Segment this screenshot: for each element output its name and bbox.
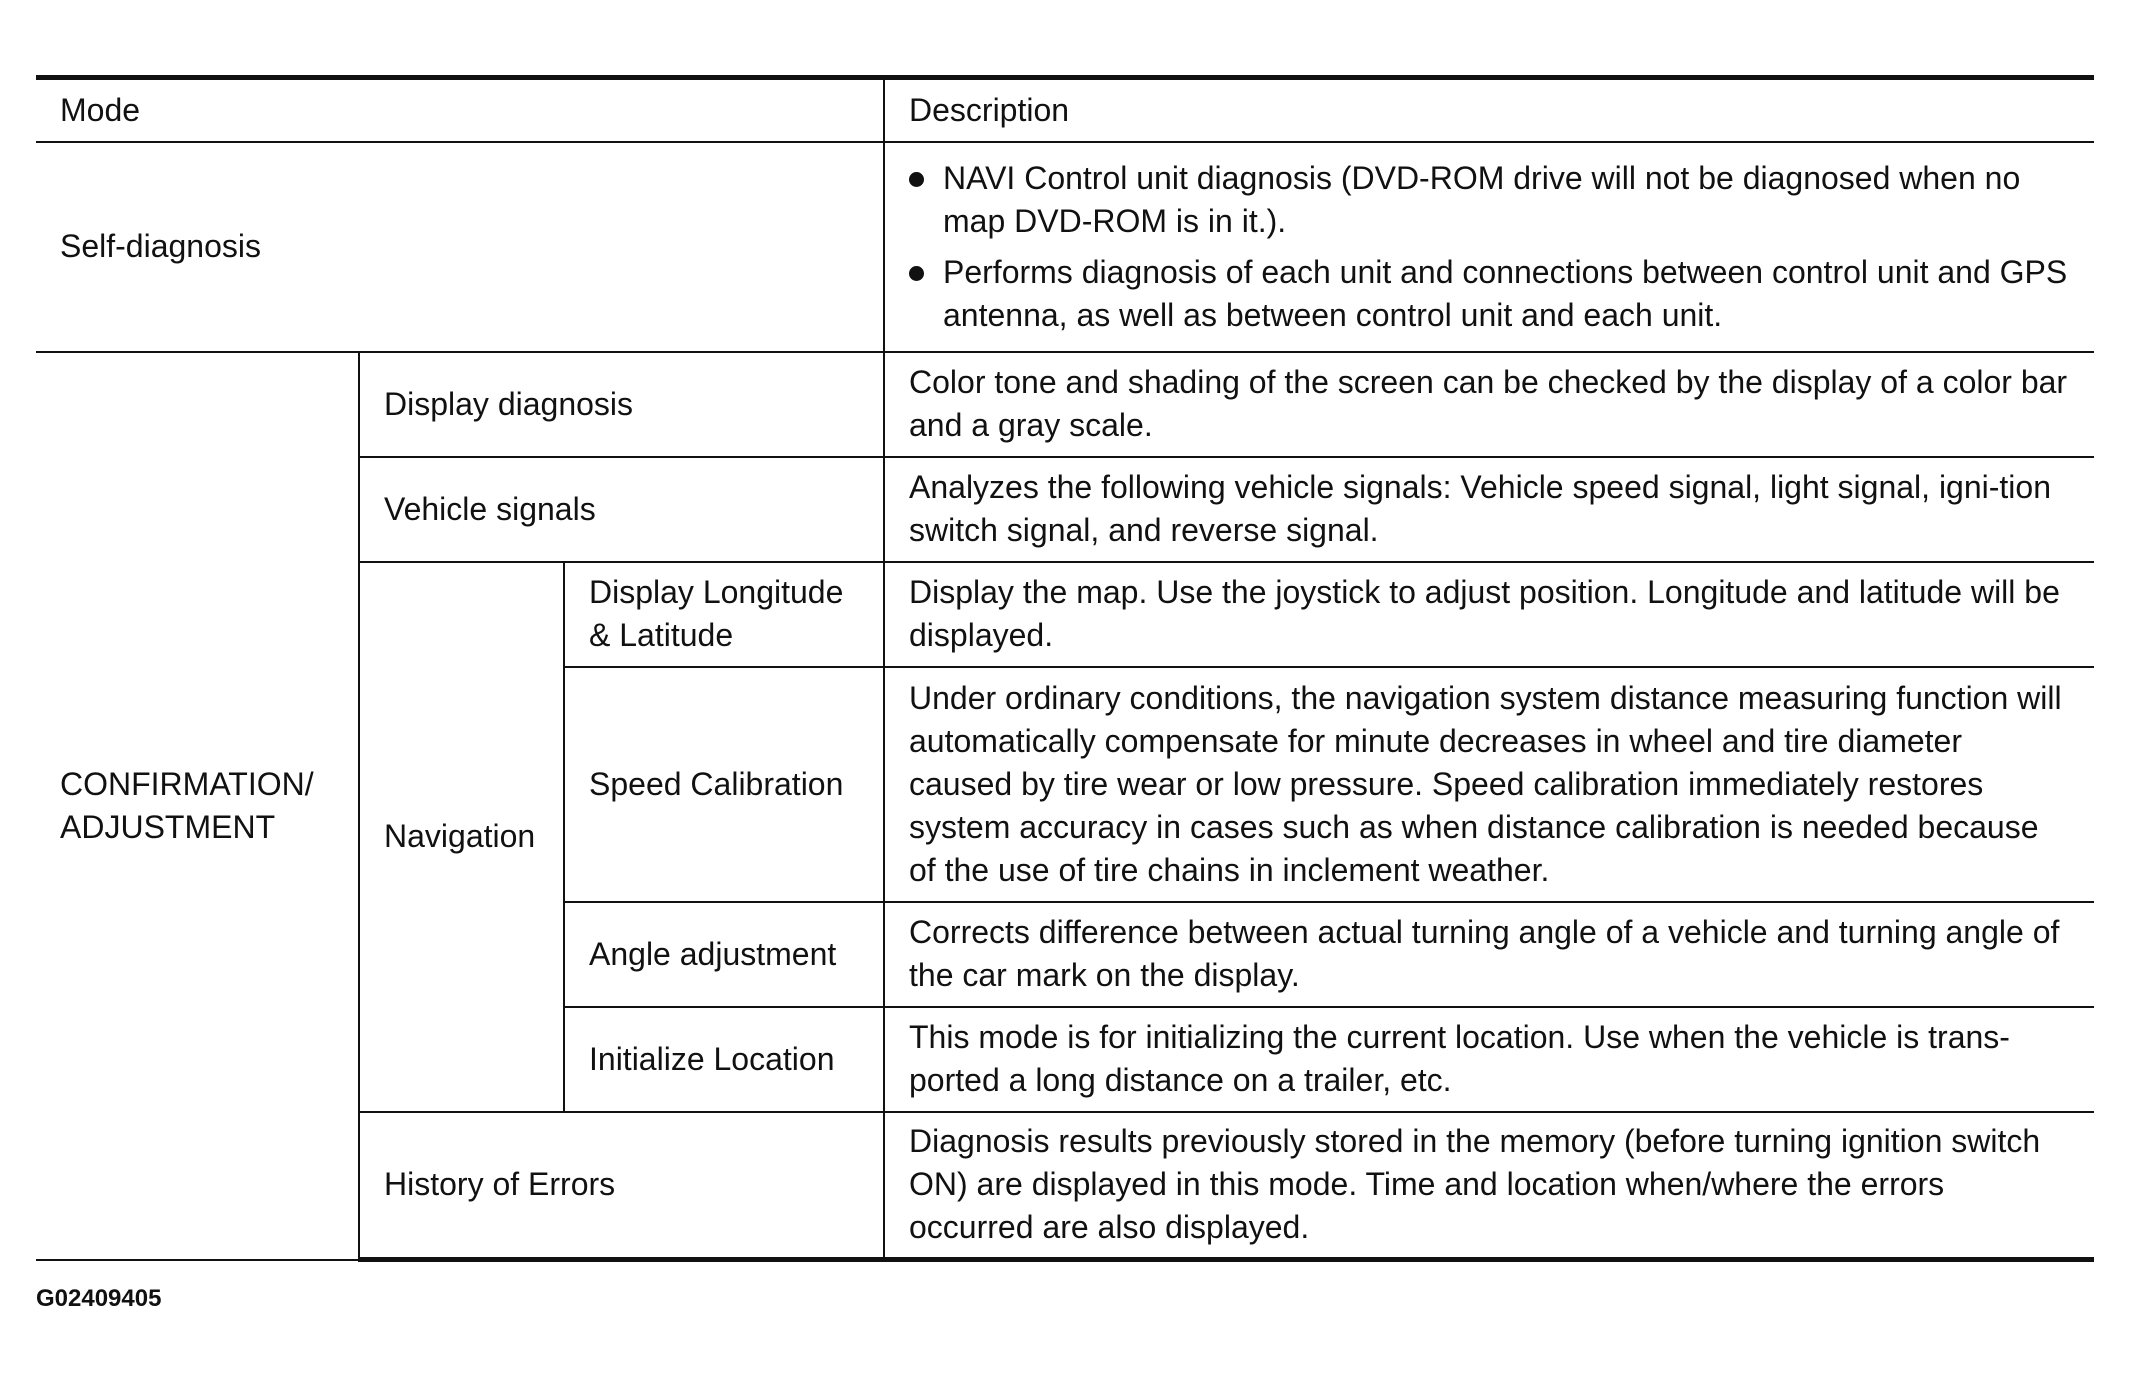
bullet-icon (909, 172, 924, 187)
mode-column-header: Mode (36, 78, 884, 142)
history-of-errors-description: Diagnosis results previously stored in the memory (before turning ignition switch ON) are displayed in this mode. Time and location when/where the errors occurred are also displayed. (884, 1112, 2094, 1260)
confirmation-adjustment-label: CONFIRMATION/ ADJUSTMENT (36, 352, 359, 1260)
table-row (36, 142, 2094, 352)
angle-adjustment-label: Angle adjustment (564, 902, 884, 1007)
table-header-row (36, 78, 2094, 142)
navigation-label: Navigation (359, 562, 564, 1112)
display-longitude-latitude-label: Display Longitude & Latitude (564, 562, 884, 667)
speed-calibration-label: Speed Calibration (564, 667, 884, 902)
display-diagnosis-description: Color tone and shading of the screen can be checked by the display of a color bar and a gray scale. (884, 352, 2094, 457)
list-item: NAVI Control unit diagnosis (DVD-ROM drive will not be diagnosed when no map DVD-ROM is in it.). (909, 157, 2070, 243)
table-row (36, 352, 2094, 457)
display-longitude-latitude-description: Display the map. Use the joystick to adjust position. Longitude and latitude will be displayed. (884, 562, 2094, 667)
history-of-errors-label: History of Errors (359, 1112, 884, 1260)
mode-description-table (36, 75, 2094, 1262)
self-diagnosis-bullet-list (909, 157, 2070, 337)
initialize-location-description: This mode is for initializing the current location. Use when the vehicle is trans-ported a long distance on a trailer, etc. (884, 1007, 2094, 1112)
description-column-header: Description (884, 78, 2094, 142)
figure-code: G02409405 (36, 1285, 162, 1312)
vehicle-signals-label: Vehicle signals (359, 457, 884, 562)
initialize-location-label: Initialize Location (564, 1007, 884, 1112)
speed-calibration-description: Under ordinary conditions, the navigation system distance measuring function will automatically compensate for minute decreases in wheel and tire diameter caused by tire wear or low pressure. Speed calibration immediately restores system accuracy in cases such as when distance calibration is needed because of the use of tire chains in inclement weather. (884, 667, 2094, 902)
self-diagnosis-label: Self-diagnosis (36, 142, 884, 352)
vehicle-signals-description: Analyzes the following vehicle signals: Vehicle speed signal, light signal, igni-tion switch signal, and reverse signal. (884, 457, 2094, 562)
display-diagnosis-label: Display diagnosis (359, 352, 884, 457)
angle-adjustment-description: Corrects difference between actual turning angle of a vehicle and turning angle of the car mark on the display. (884, 902, 2094, 1007)
self-diagnosis-description (884, 142, 2094, 352)
bullet-icon (909, 266, 924, 281)
list-item: Performs diagnosis of each unit and connections between control unit and GPS antenna, as well as between control unit and each unit. (909, 251, 2070, 337)
